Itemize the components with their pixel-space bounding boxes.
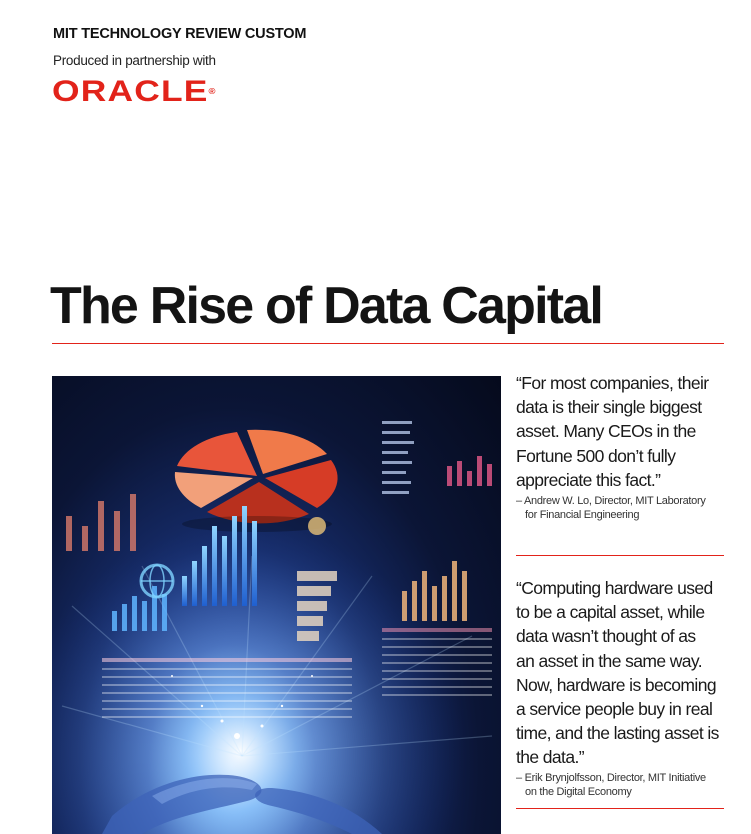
quote-line: a service people buy in real [516,699,713,720]
quote-line: an asset in the same way. [516,650,703,671]
quote-line: Fortune 500 don’t fully [516,445,676,466]
oracle-logo [52,76,216,108]
quote-line: “For most companies, their [516,373,709,393]
quote-line: time, and the lasting asset is [516,723,719,744]
quote-divider [516,808,724,809]
quote-line: Now, hardware is becoming [516,674,716,695]
attribution-line: on the Digital Economy [525,786,632,798]
page-title: The Rise of Data Capital [50,277,603,335]
quote-1 [516,371,709,492]
quote-line: data wasn’t thought of as [516,626,696,647]
quote-2-attribution [516,771,706,799]
attribution-line: – Andrew W. Lo, Director, MIT Laboratory [516,495,706,507]
masthead: MIT TECHNOLOGY REVIEW CUSTOM [53,26,307,42]
quote-line: appreciate this fact.” [516,469,661,490]
partner-text: Produced in partnership with [53,53,216,68]
quote-line: to be a capital asset, while [516,602,705,623]
title-divider [52,343,724,344]
quote-2 [516,576,719,770]
data-visualization-image [52,376,501,834]
quote-line: data is their single biggest [516,397,702,418]
attribution-line: for Financial Engineering [525,509,640,521]
registered-mark: ® [208,87,216,96]
quote-1-attribution [516,494,706,522]
attribution-line: – Erik Brynjolfsson, Director, MIT Initiative [516,772,706,784]
quote-line: the data.” [516,747,584,768]
quote-divider [516,555,724,556]
logo-text: ORACLE [52,75,209,108]
quote-line: asset. Many CEOs in the [516,421,696,442]
quote-line: “Computing hardware used [516,578,713,598]
